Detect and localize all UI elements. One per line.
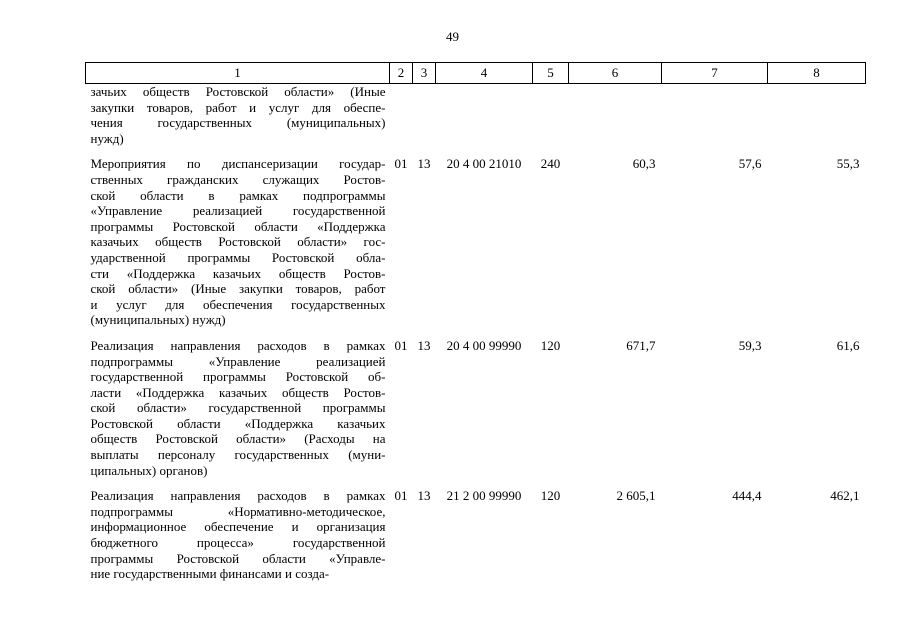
table-row — [86, 338, 866, 488]
table-row — [86, 84, 866, 157]
description-line: Ростовской области «Поддержка казачьих — [90, 415, 386, 431]
description-line: нужд) — [90, 130, 124, 146]
row-expense-type: 240 — [540, 156, 561, 172]
description-line: сти «Поддержка казачьих обществ Ростов- — [90, 265, 386, 281]
table-row — [86, 488, 866, 592]
header-col-5: 5 — [533, 63, 569, 84]
row-description — [86, 156, 390, 338]
description-line: Реализация направления расходов в рамках — [90, 488, 386, 504]
row-amount-1: 60,3 — [632, 156, 656, 172]
table-header — [86, 63, 866, 84]
header-col-7: 7 — [662, 63, 768, 84]
description-line: государственной программы Ростовской об- — [90, 369, 386, 385]
row-subsection: 13 — [417, 337, 431, 353]
description-line: подпрограммы «Нормативно-методическое, — [90, 503, 386, 519]
row-subsection — [413, 84, 436, 157]
header-col-1: 1 — [86, 63, 390, 84]
description-line: Мероприятия по диспансеризации государ- — [90, 156, 386, 172]
row-section: 01 — [394, 488, 408, 504]
row-amount-2: 59,3 — [738, 337, 762, 353]
budget-table — [85, 62, 866, 592]
description-line: информационное обеспечение и организация — [90, 519, 386, 535]
description-line: и услуг для обеспечения государственных — [90, 296, 386, 312]
row-expense-type: 120 — [540, 337, 561, 353]
description-line: чения государственных (муниципальных) — [90, 115, 386, 131]
description-line: ласти «Поддержка казачьих обществ Ростов- — [90, 384, 386, 400]
description-line: подпрограммы «Управление реализацией — [90, 353, 386, 369]
header-row — [86, 63, 866, 84]
description-line: (муниципальных) нужд) — [90, 312, 226, 328]
row-target-code: 20 4 00 21010 — [446, 156, 522, 172]
description-line: Реализация направления расходов в рамках — [90, 337, 386, 353]
row-target-code — [436, 84, 533, 157]
description-line: программы Ростовской области «Поддержка — [90, 218, 386, 234]
row-section: 01 — [394, 156, 408, 172]
description-line: ние государственными финансами и созда- — [90, 566, 330, 582]
row-expense-type: 120 — [540, 488, 561, 504]
description-line: ской области» государственной программы — [90, 400, 386, 416]
row-expense-type — [533, 84, 569, 157]
table-body — [86, 84, 866, 592]
description-line: ской области» (Иные закупки товаров, работ — [90, 281, 386, 297]
description-line: ципальных) органов) — [90, 462, 208, 478]
header-col-3: 3 — [413, 63, 436, 84]
description-line: «Управление реализацией государственной — [90, 203, 386, 219]
row-amount-2: 444,4 — [732, 488, 762, 504]
row-amount-1: 671,7 — [626, 337, 656, 353]
header-col-2: 2 — [390, 63, 413, 84]
row-description — [86, 338, 390, 488]
description-line: ственных гражданских служащих Ростов- — [90, 171, 386, 187]
row-subsection: 13 — [417, 156, 431, 172]
row-amount-1 — [569, 84, 662, 157]
row-subsection: 13 — [417, 488, 431, 504]
description-line: закупки товаров, работ и услуг для обеспе- — [90, 99, 386, 115]
row-section: 01 — [394, 337, 408, 353]
row-description — [86, 84, 390, 157]
row-amount-3: 55,3 — [836, 156, 860, 172]
row-amount-3: 61,6 — [836, 337, 860, 353]
row-amount-1: 2 605,1 — [616, 488, 656, 504]
row-target-code: 20 4 00 99990 — [446, 337, 522, 353]
description-line: программы Ростовской области «Управле- — [90, 550, 386, 566]
row-section — [390, 84, 413, 157]
header-col-8: 8 — [768, 63, 866, 84]
page-number: 49 — [446, 29, 459, 44]
row-amount-2: 57,6 — [738, 156, 762, 172]
header-col-4: 4 — [436, 63, 533, 84]
row-amount-3: 462,1 — [830, 488, 860, 504]
description-line: бюджетного процесса» государственной — [90, 535, 386, 551]
description-line: зачьих обществ Ростовской области» (Иные — [90, 84, 386, 99]
description-line: казачьих обществ Ростовской области» гос- — [90, 234, 386, 250]
description-line: обществ Ростовской области» (Расходы на — [90, 431, 386, 447]
row-target-code: 21 2 00 99990 — [446, 488, 522, 504]
row-amount-2 — [662, 84, 768, 157]
description-line: выплаты персоналу государственных (муни- — [90, 447, 386, 463]
row-description — [86, 488, 390, 592]
description-line: ской области в рамках подпрограммы — [90, 187, 386, 203]
row-amount-3 — [768, 84, 866, 157]
description-line: ударственной программы Ростовской обла- — [90, 249, 386, 265]
table-row — [86, 156, 866, 338]
header-col-6: 6 — [569, 63, 662, 84]
